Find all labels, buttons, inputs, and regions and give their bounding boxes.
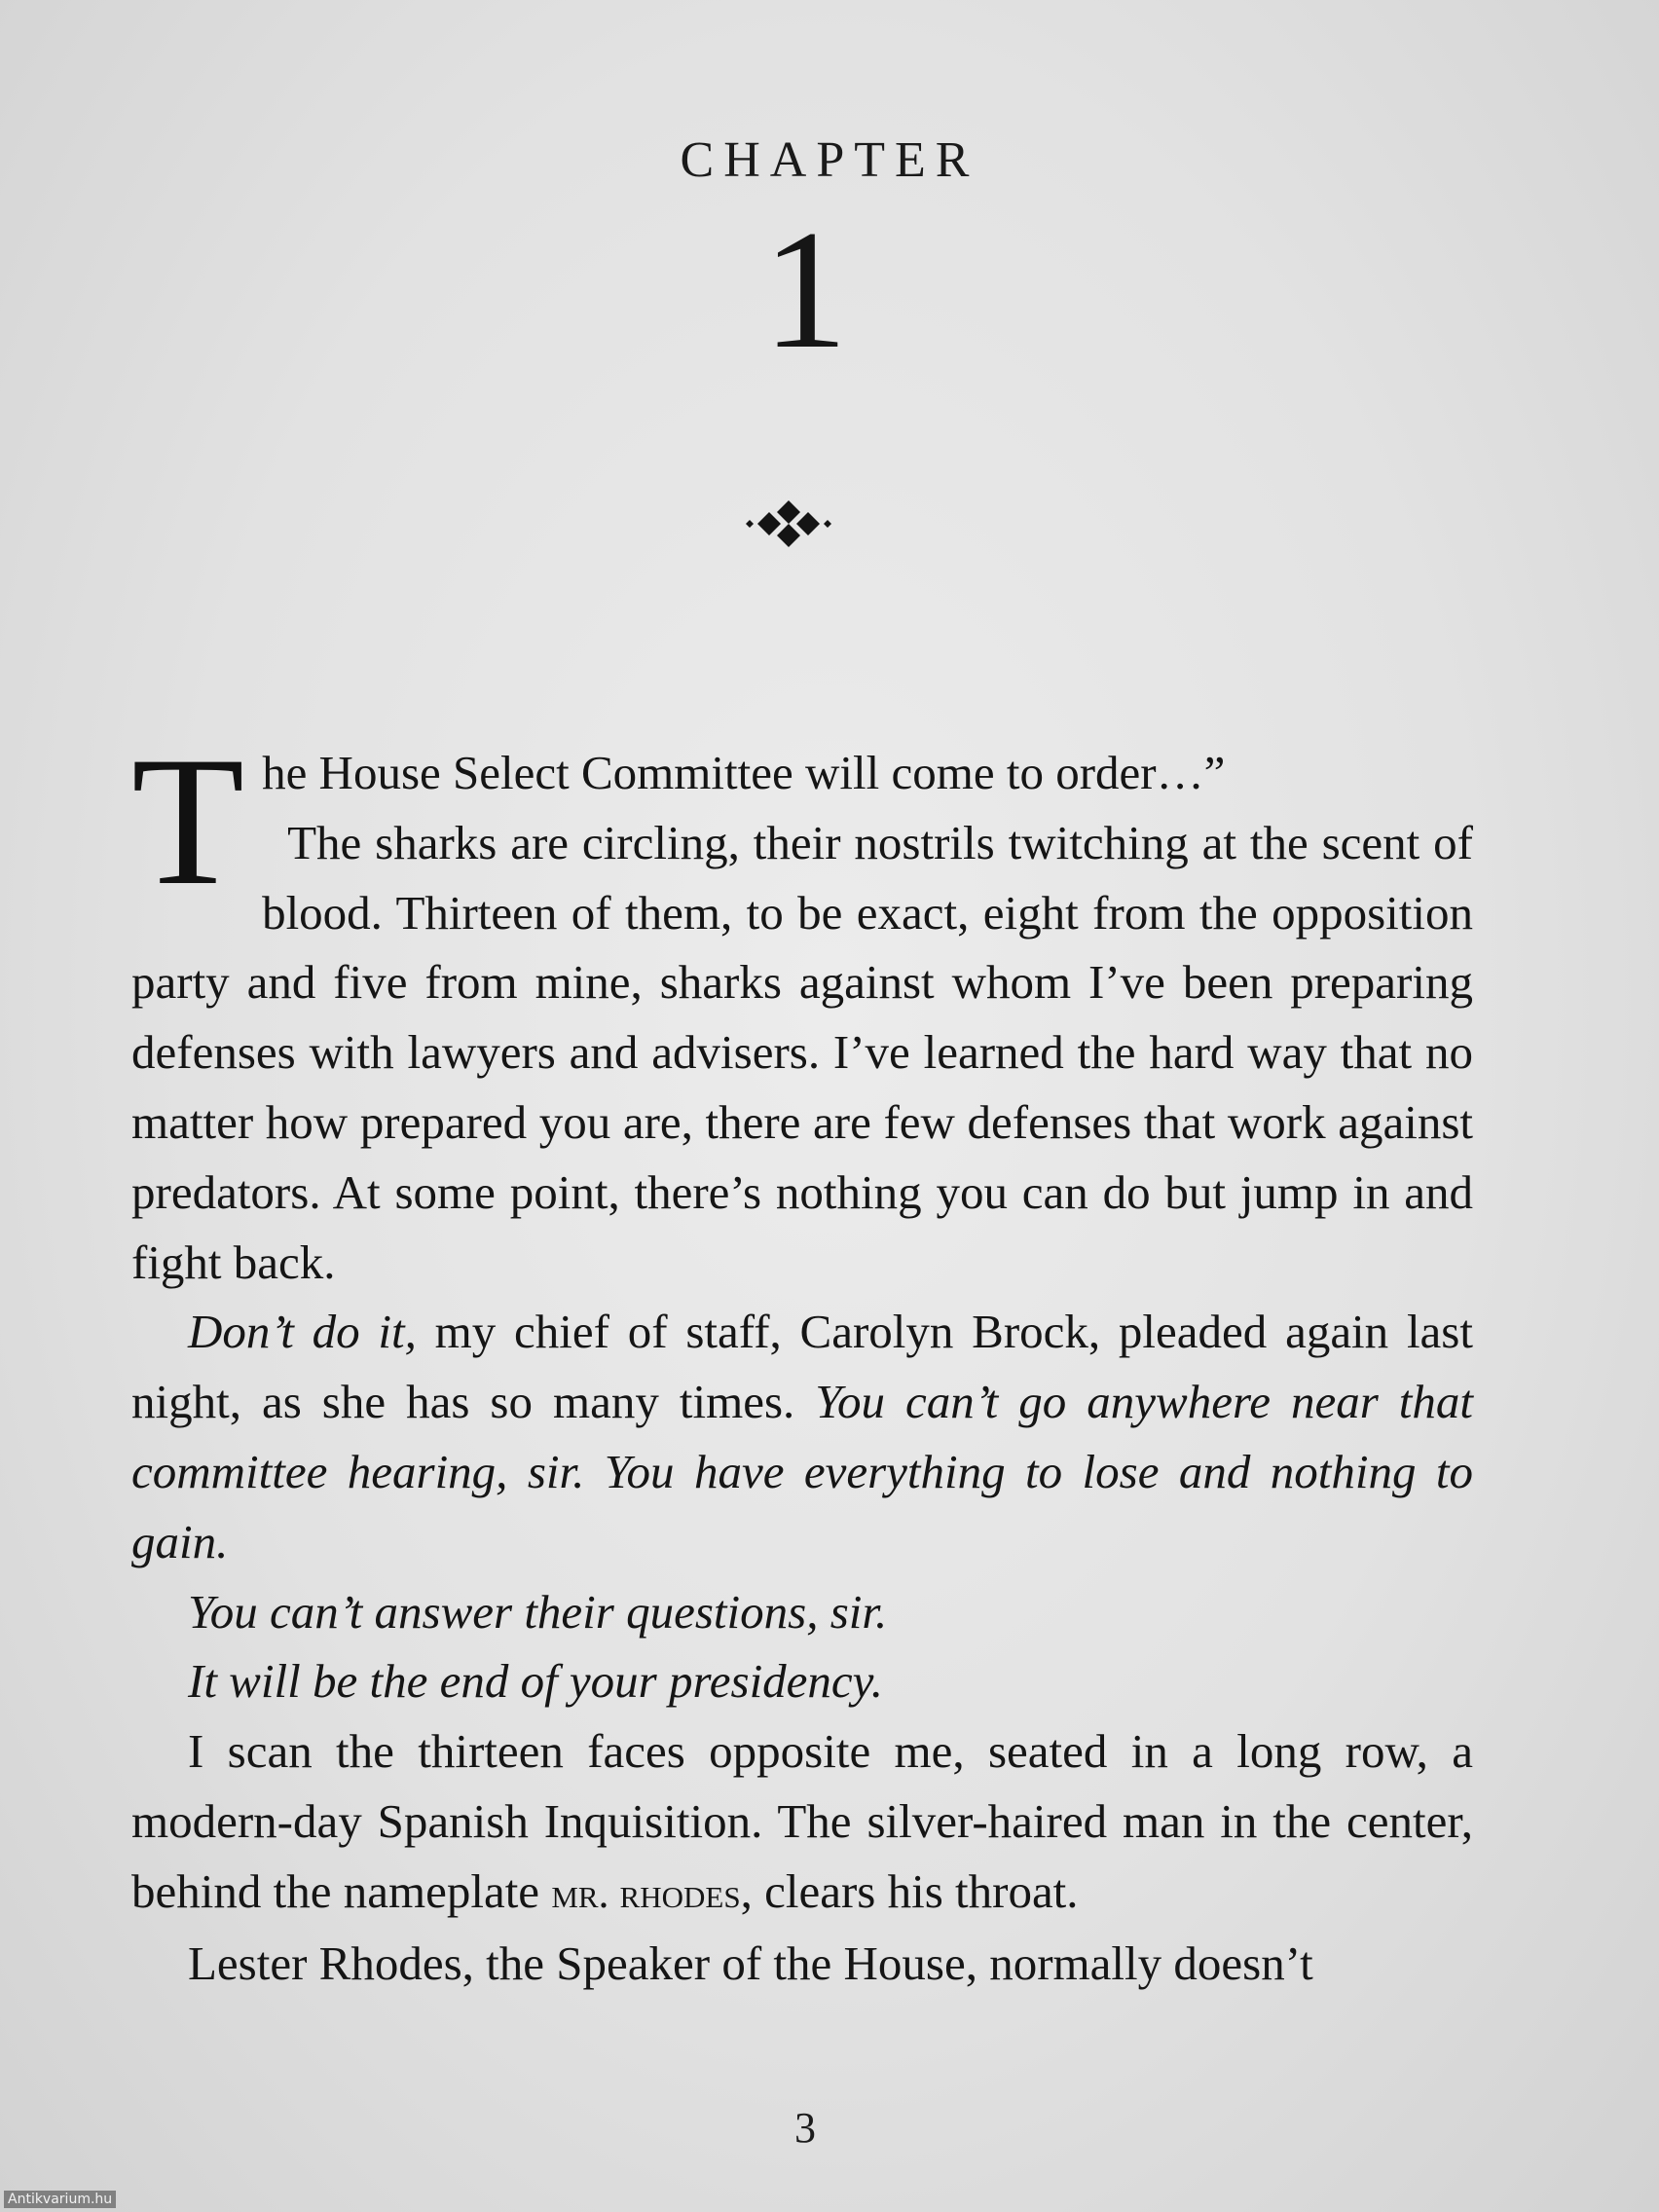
paragraph-dont-do-it: [131, 1297, 1473, 1576]
drop-cap: T: [131, 719, 245, 924]
paragraph-answer-questions: [131, 1577, 1473, 1647]
watermark-logo: Antikvarium.hu: [4, 2191, 116, 2208]
paragraph-opening: [131, 719, 1473, 1297]
paragraph-lester-rhodes-text: Lester Rhodes, the Speaker of the House, normally doesn’t: [188, 1936, 1313, 1990]
chapter-heading: CHAPTER: [680, 132, 979, 188]
paragraph-dont-do-it-text: my chief of staff, Carolyn Brock, pleaded again last night, as she has so many times.: [131, 1305, 1473, 1429]
paragraph-end-of-presidency: [131, 1646, 1473, 1716]
paragraph-scan-faces-start: I scan the thirteen faces opposite me, seated in a long row, a modern-day Spanish Inquisition. The silver-haired man in the center, behind the nameplate: [131, 1724, 1473, 1918]
paragraph-lester-rhodes: [131, 1929, 1473, 1999]
italic-answer-questions: You can’t answer their questions, sir.: [188, 1584, 888, 1639]
italic-end-of-presidency: It will be the end of your presidency.: [188, 1654, 883, 1709]
nameplate-mr-rhodes: mr. rhodes: [551, 1868, 741, 1917]
italic-committee-warning: You can’t go anywhere near that committee hearing, sir. You have everything to lose and nothing to gain.: [131, 1375, 1473, 1568]
opening-line: he House Select Committee will come to order…”: [262, 746, 1226, 799]
italic-dont-do-it: Don’t do it,: [188, 1305, 417, 1359]
diamond-ornament-icon: [746, 500, 831, 547]
paragraph-scan-faces-end: , clears his throat.: [740, 1863, 1079, 1918]
paragraph-scan-faces: [131, 1716, 1473, 1928]
chapter-body: [131, 719, 1473, 1998]
opening-paragraph-text: The sharks are circling, their nostrils twitching at the scent of blood. Thirteen of them, to be exact, eight from the opposition party and five from mine, sharks against whom I’ve been preparing defenses with lawyers and advisers. I’ve learned the hard way that no matter how prepared you are, there are few defenses that work against predators. At some point, there’s nothing you can do but jump in and fight back.: [131, 815, 1473, 1289]
page-number: 3: [794, 2104, 816, 2152]
chapter-number: 1: [762, 195, 848, 384]
